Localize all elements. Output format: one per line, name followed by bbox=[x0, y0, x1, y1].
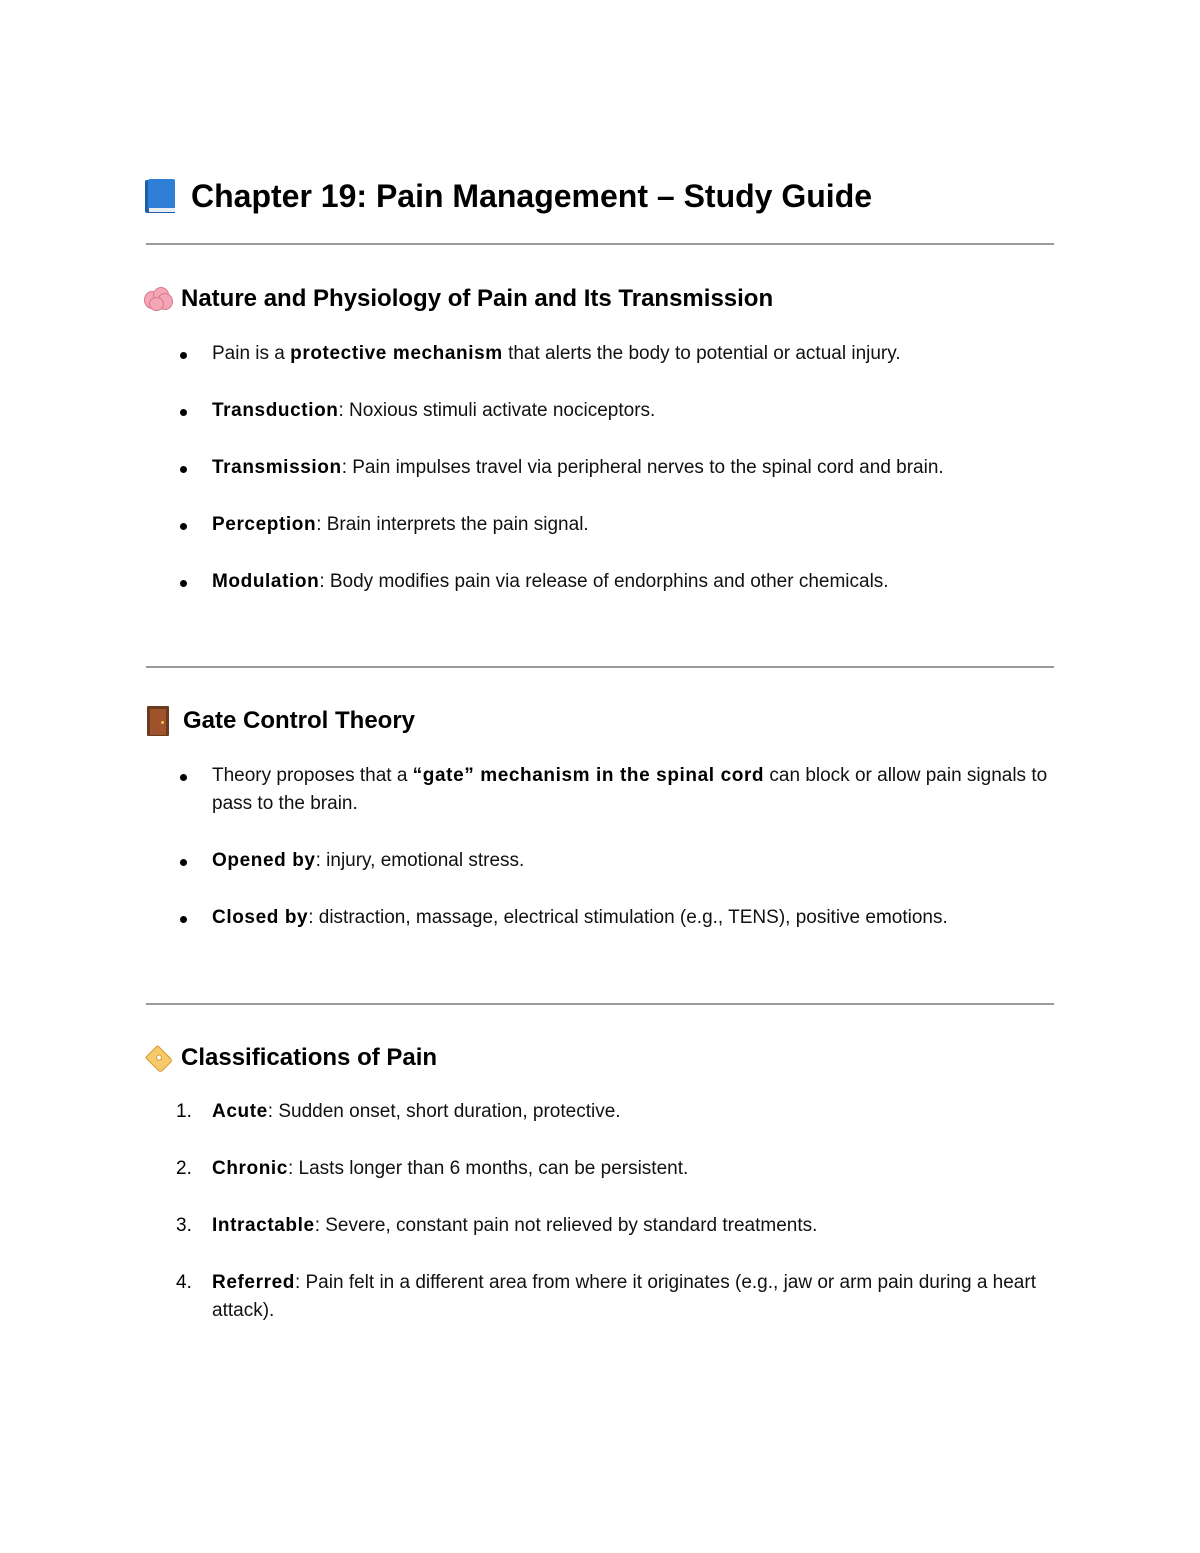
item-text: : distraction, massage, electrical stimulation (e.g., TENS), positive emotions. bbox=[308, 907, 948, 928]
bullet-icon bbox=[180, 523, 187, 530]
item-number: 1. bbox=[176, 1101, 192, 1122]
item-number: 2. bbox=[176, 1158, 192, 1179]
section-heading-text: Nature and Physiology of Pain and Its Transmission bbox=[181, 285, 774, 312]
item-text: Pain is a bbox=[212, 343, 291, 364]
bullet-icon bbox=[180, 774, 187, 781]
divider bbox=[146, 1003, 1054, 1005]
section-heading-gate-control bbox=[144, 705, 415, 737]
list-item bbox=[0, 1155, 1052, 1183]
bullet-icon bbox=[180, 409, 187, 416]
item-term: Referred bbox=[212, 1272, 295, 1293]
item-term: Transmission bbox=[212, 457, 342, 478]
bullet-list-gate-control bbox=[0, 762, 1200, 961]
list-item bbox=[0, 1269, 1052, 1325]
list-item bbox=[0, 568, 1052, 596]
item-term: “gate” mechanism in the spinal cord bbox=[412, 765, 765, 786]
divider bbox=[146, 666, 1054, 668]
item-text: : Pain felt in a different area from where it originates (e.g., jaw or arm pain during a heart attack). bbox=[212, 1272, 1036, 1321]
bullet-icon bbox=[180, 466, 187, 473]
item-term: Chronic bbox=[212, 1158, 288, 1179]
item-term: Closed by bbox=[212, 907, 309, 928]
item-term: Opened by bbox=[212, 850, 316, 871]
item-text: Theory proposes that a bbox=[212, 765, 413, 786]
page-title-text: Chapter 19: Pain Management – Study Guide bbox=[191, 178, 873, 214]
bullet-list-physiology bbox=[0, 340, 1200, 625]
list-item bbox=[0, 511, 1052, 539]
list-item bbox=[0, 847, 1052, 875]
item-text: : Sudden onset, short duration, protective. bbox=[267, 1101, 621, 1122]
item-text: : Severe, constant pain not relieved by standard treatments. bbox=[314, 1215, 818, 1236]
page-title bbox=[144, 174, 872, 218]
door-icon bbox=[147, 706, 169, 736]
item-term: Modulation bbox=[212, 571, 320, 592]
item-number: 3. bbox=[176, 1215, 192, 1236]
list-item bbox=[0, 762, 1052, 818]
list-item bbox=[0, 904, 1052, 932]
item-text: : injury, emotional stress. bbox=[315, 850, 525, 871]
section-heading-text: Gate Control Theory bbox=[183, 707, 416, 734]
item-term: Transduction bbox=[212, 400, 339, 421]
bullet-icon bbox=[180, 859, 187, 866]
item-text: can block or allow pain signals to pass to the brain. bbox=[212, 765, 1048, 814]
item-text: : Lasts longer than 6 months, can be persistent. bbox=[287, 1158, 689, 1179]
section-heading-classifications bbox=[144, 1042, 437, 1074]
item-text: : Body modifies pain via release of endorphins and other chemicals. bbox=[319, 571, 889, 592]
item-text: : Pain impulses travel via peripheral nerves to the spinal cord and brain. bbox=[341, 457, 944, 478]
item-term: Acute bbox=[212, 1101, 268, 1122]
list-item bbox=[0, 1212, 1052, 1240]
item-term: Perception bbox=[212, 514, 317, 535]
brain-icon bbox=[144, 287, 172, 311]
book-icon bbox=[145, 179, 175, 213]
list-item bbox=[0, 1098, 1052, 1126]
list-item bbox=[0, 340, 1052, 368]
item-number: 4. bbox=[176, 1272, 192, 1293]
item-text: : Brain interprets the pain signal. bbox=[316, 514, 589, 535]
list-item bbox=[0, 454, 1052, 482]
bullet-icon bbox=[180, 352, 187, 359]
section-heading-physiology bbox=[144, 283, 773, 315]
divider bbox=[146, 243, 1054, 245]
item-term: protective mechanism bbox=[290, 343, 503, 364]
list-item bbox=[0, 397, 1052, 425]
item-term: Intractable bbox=[212, 1215, 315, 1236]
bullet-icon bbox=[180, 580, 187, 587]
item-text: : Noxious stimuli activate nociceptors. bbox=[338, 400, 656, 421]
item-text: that alerts the body to potential or actual injury. bbox=[502, 343, 901, 364]
bullet-icon bbox=[180, 916, 187, 923]
numbered-list-classifications bbox=[0, 1098, 1200, 1354]
tag-icon bbox=[144, 1044, 172, 1072]
section-heading-text: Classifications of Pain bbox=[181, 1044, 438, 1071]
